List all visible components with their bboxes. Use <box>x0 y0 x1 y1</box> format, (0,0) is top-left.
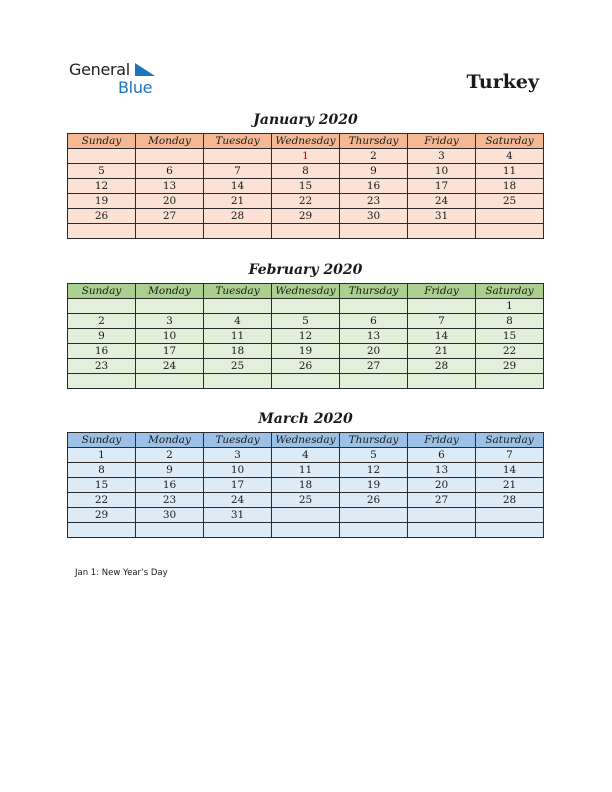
day-cell: 6 <box>340 314 408 329</box>
day-cell: 27 <box>340 359 408 374</box>
weekday-header-wednesday: Wednesday <box>272 433 340 448</box>
day-cell: 31 <box>408 209 476 224</box>
day-cell <box>68 224 136 239</box>
day-cell <box>272 224 340 239</box>
day-cell: 8 <box>272 164 340 179</box>
weekday-header-tuesday: Tuesday <box>204 284 272 299</box>
day-cell: 30 <box>340 209 408 224</box>
weekday-header-saturday: Saturday <box>476 134 544 149</box>
day-cell: 29 <box>476 359 544 374</box>
day-cell <box>408 508 476 523</box>
weekday-header-monday: Monday <box>136 284 204 299</box>
weekday-header-monday: Monday <box>136 433 204 448</box>
day-cell: 25 <box>272 493 340 508</box>
weekday-header-friday: Friday <box>408 284 476 299</box>
day-cell: 15 <box>272 179 340 194</box>
day-cell: 18 <box>272 478 340 493</box>
day-cell <box>340 299 408 314</box>
day-cell: 27 <box>136 209 204 224</box>
day-cell <box>408 299 476 314</box>
day-cell: 13 <box>408 463 476 478</box>
day-cell: 11 <box>204 329 272 344</box>
weekday-header-row <box>68 284 544 299</box>
day-cell <box>204 149 272 164</box>
day-cell <box>272 508 340 523</box>
day-cell: 9 <box>136 463 204 478</box>
day-cell: 3 <box>136 314 204 329</box>
week-row <box>68 493 544 508</box>
day-cell: 10 <box>408 164 476 179</box>
day-cell: 2 <box>340 149 408 164</box>
day-cell <box>204 299 272 314</box>
day-cell: 25 <box>476 194 544 209</box>
weekday-header-friday: Friday <box>408 433 476 448</box>
day-cell: 24 <box>408 194 476 209</box>
day-cell: 21 <box>408 344 476 359</box>
day-cell: 11 <box>476 164 544 179</box>
day-cell: 16 <box>68 344 136 359</box>
day-cell <box>476 209 544 224</box>
calendar-january <box>67 133 544 239</box>
day-cell: 14 <box>204 179 272 194</box>
day-cell: 4 <box>476 149 544 164</box>
day-cell: 20 <box>136 194 204 209</box>
weekday-header-saturday: Saturday <box>476 433 544 448</box>
day-cell: 14 <box>476 463 544 478</box>
weekday-header-saturday: Saturday <box>476 284 544 299</box>
day-cell: 26 <box>340 493 408 508</box>
day-cell: 15 <box>68 478 136 493</box>
day-cell: 6 <box>136 164 204 179</box>
day-cell: 14 <box>408 329 476 344</box>
day-cell <box>136 523 204 538</box>
day-cell: 12 <box>68 179 136 194</box>
weekday-header-monday: Monday <box>136 134 204 149</box>
day-cell: 17 <box>408 179 476 194</box>
day-cell: 2 <box>68 314 136 329</box>
month-title-february: February 2020 <box>248 262 363 278</box>
day-cell: 21 <box>204 194 272 209</box>
day-cell: 5 <box>340 448 408 463</box>
week-row <box>68 299 544 314</box>
day-cell: 22 <box>68 493 136 508</box>
day-cell: 8 <box>476 314 544 329</box>
week-row <box>68 149 544 164</box>
day-cell <box>476 224 544 239</box>
day-cell <box>408 523 476 538</box>
day-cell: 27 <box>408 493 476 508</box>
week-row <box>68 194 544 209</box>
day-cell <box>136 149 204 164</box>
day-cell: 19 <box>68 194 136 209</box>
week-row <box>68 224 544 239</box>
logo-text-blue: Blue <box>118 78 153 97</box>
calendar-march <box>67 432 544 538</box>
day-cell: 22 <box>272 194 340 209</box>
day-cell: 18 <box>476 179 544 194</box>
day-cell: 13 <box>340 329 408 344</box>
day-cell <box>272 299 340 314</box>
day-cell: 5 <box>68 164 136 179</box>
weekday-header-row <box>68 134 544 149</box>
day-cell: 24 <box>136 359 204 374</box>
weekday-header-tuesday: Tuesday <box>204 134 272 149</box>
day-cell: 23 <box>68 359 136 374</box>
logo-text-general: General <box>69 60 130 79</box>
day-cell: 23 <box>340 194 408 209</box>
day-cell <box>340 374 408 389</box>
day-cell: 13 <box>136 179 204 194</box>
day-cell: 19 <box>272 344 340 359</box>
day-cell: 10 <box>204 463 272 478</box>
logo <box>69 60 169 96</box>
day-cell <box>136 299 204 314</box>
day-cell: 11 <box>272 463 340 478</box>
day-cell <box>68 149 136 164</box>
day-cell: 19 <box>340 478 408 493</box>
day-cell: 29 <box>272 209 340 224</box>
day-cell <box>68 523 136 538</box>
day-cell <box>204 224 272 239</box>
day-cell: 18 <box>204 344 272 359</box>
day-cell: 9 <box>340 164 408 179</box>
day-cell <box>272 374 340 389</box>
weekday-header-sunday: Sunday <box>68 284 136 299</box>
day-cell <box>136 224 204 239</box>
week-row <box>68 359 544 374</box>
weekday-header-thursday: Thursday <box>340 134 408 149</box>
day-cell: 16 <box>340 179 408 194</box>
day-cell: 28 <box>476 493 544 508</box>
week-row <box>68 448 544 463</box>
day-cell <box>68 374 136 389</box>
day-cell <box>204 523 272 538</box>
day-cell <box>272 523 340 538</box>
day-cell: 8 <box>68 463 136 478</box>
week-row <box>68 463 544 478</box>
day-cell <box>136 374 204 389</box>
day-cell <box>408 374 476 389</box>
day-cell: 3 <box>204 448 272 463</box>
day-cell: 5 <box>272 314 340 329</box>
weekday-header-sunday: Sunday <box>68 134 136 149</box>
day-cell: 30 <box>136 508 204 523</box>
day-cell: 28 <box>408 359 476 374</box>
day-cell: 21 <box>476 478 544 493</box>
day-cell: 9 <box>68 329 136 344</box>
weekday-header-sunday: Sunday <box>68 433 136 448</box>
weekday-header-friday: Friday <box>408 134 476 149</box>
day-cell <box>204 374 272 389</box>
week-row <box>68 179 544 194</box>
day-cell: 22 <box>476 344 544 359</box>
week-row <box>68 344 544 359</box>
day-cell: 17 <box>204 478 272 493</box>
day-cell: 4 <box>272 448 340 463</box>
day-cell <box>408 224 476 239</box>
week-row <box>68 478 544 493</box>
day-cell: 12 <box>272 329 340 344</box>
day-cell: 25 <box>204 359 272 374</box>
day-cell: 16 <box>136 478 204 493</box>
day-cell: 6 <box>408 448 476 463</box>
day-cell: 7 <box>476 448 544 463</box>
day-cell: 2 <box>136 448 204 463</box>
month-title-january: January 2020 <box>253 112 358 128</box>
week-row <box>68 523 544 538</box>
day-cell: 29 <box>68 508 136 523</box>
day-cell: 24 <box>204 493 272 508</box>
day-cell: 3 <box>408 149 476 164</box>
day-cell: 10 <box>136 329 204 344</box>
day-cell: 26 <box>272 359 340 374</box>
weekday-header-thursday: Thursday <box>340 284 408 299</box>
day-cell: 15 <box>476 329 544 344</box>
day-cell: 28 <box>204 209 272 224</box>
day-cell <box>476 523 544 538</box>
day-cell: 20 <box>408 478 476 493</box>
country-title: Turkey <box>466 71 539 93</box>
holiday-note: Jan 1: New Year’s Day <box>75 568 168 578</box>
day-cell <box>340 224 408 239</box>
day-cell <box>340 523 408 538</box>
week-row <box>68 314 544 329</box>
month-title-march: March 2020 <box>258 411 353 427</box>
week-row <box>68 209 544 224</box>
day-cell <box>476 374 544 389</box>
weekday-header-row <box>68 433 544 448</box>
day-cell <box>340 508 408 523</box>
calendar-february <box>67 283 544 389</box>
day-cell: 17 <box>136 344 204 359</box>
weekday-header-tuesday: Tuesday <box>204 433 272 448</box>
week-row <box>68 329 544 344</box>
weekday-header-wednesday: Wednesday <box>272 134 340 149</box>
day-cell: 26 <box>68 209 136 224</box>
day-cell <box>476 508 544 523</box>
logo-triangle-icon <box>135 63 155 76</box>
weekday-header-thursday: Thursday <box>340 433 408 448</box>
day-cell: 1 <box>476 299 544 314</box>
day-cell: 7 <box>204 164 272 179</box>
week-row <box>68 508 544 523</box>
day-cell: 4 <box>204 314 272 329</box>
week-row <box>68 374 544 389</box>
day-cell <box>68 299 136 314</box>
day-cell: 12 <box>340 463 408 478</box>
week-row <box>68 164 544 179</box>
day-cell: 7 <box>408 314 476 329</box>
weekday-header-wednesday: Wednesday <box>272 284 340 299</box>
day-cell: 1 <box>68 448 136 463</box>
day-cell: 23 <box>136 493 204 508</box>
holiday-day-cell: 1 <box>272 149 340 164</box>
day-cell: 20 <box>340 344 408 359</box>
day-cell: 31 <box>204 508 272 523</box>
